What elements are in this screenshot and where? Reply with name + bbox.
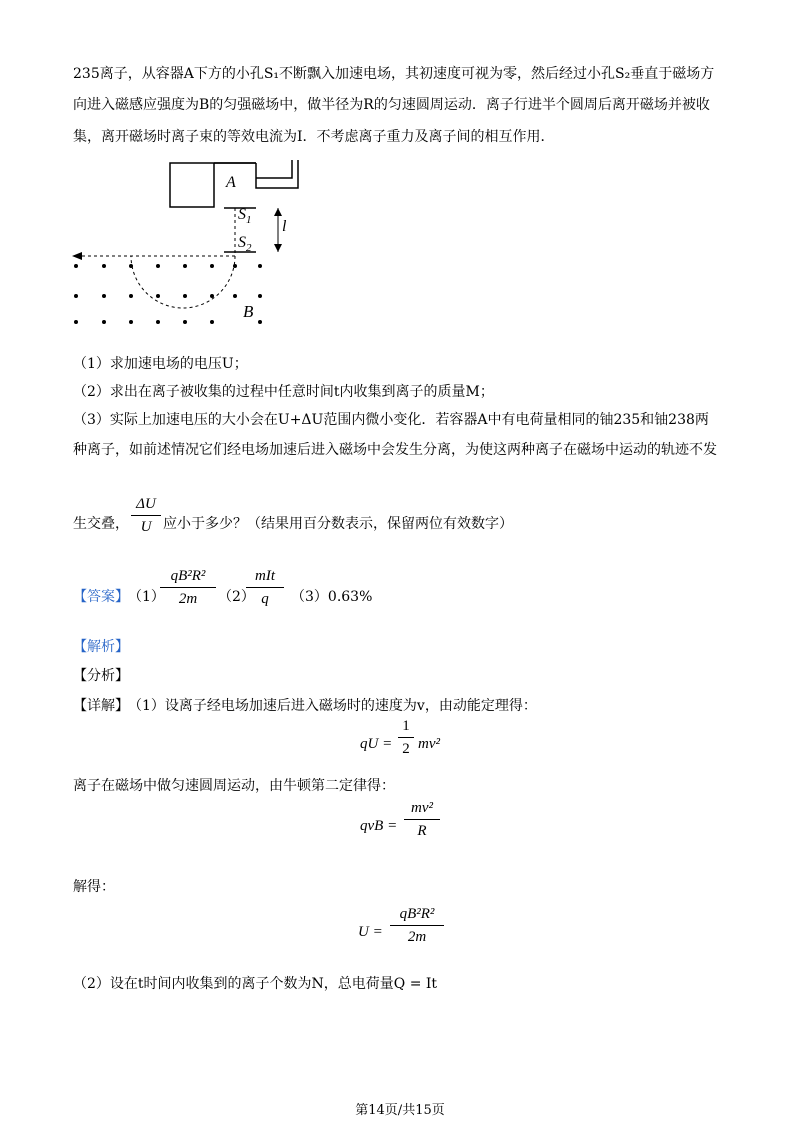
- answer-2-fraction: [246, 566, 284, 609]
- label-S1: [238, 206, 252, 226]
- eq1-denominator: 2: [402, 741, 410, 757]
- eq3-bar: [390, 925, 444, 926]
- question-1: （1）求加速电场的电压U；: [73, 356, 248, 372]
- eq3-numerator: qB²R²: [399, 906, 435, 922]
- equation-3-left: U =: [358, 924, 383, 940]
- question-2: （2）求出在离子被收集的过程中任意时间t内收集到离子的质量M；: [73, 384, 494, 400]
- eq2-bar: [404, 819, 440, 820]
- label-S1-letter: S: [238, 206, 246, 223]
- label-S2-letter: S: [238, 234, 246, 251]
- answer-1-denominator: 2m: [178, 591, 198, 607]
- fraction-bar: [131, 515, 161, 516]
- answer-1-bar: [160, 587, 216, 588]
- equation-1-fraction: [398, 716, 414, 759]
- jiede-label: 解得：: [73, 879, 115, 895]
- label-l: l: [282, 218, 287, 235]
- label-A: A: [226, 174, 236, 191]
- detail-tag: 【详解】: [73, 698, 129, 714]
- answer-2-numerator: mIt: [255, 568, 275, 584]
- eq1-numerator: 1: [402, 718, 410, 734]
- equation-1-left: qU =: [360, 736, 393, 752]
- answer-part-3: （3）0.63%: [291, 589, 373, 605]
- question-3-fraction: [131, 494, 161, 537]
- mass-spectrometer-figure: [60, 150, 320, 340]
- answer-1-fraction: [160, 566, 216, 609]
- label-B: B: [243, 302, 254, 321]
- answer-2-bar: [246, 587, 284, 588]
- equation-2-left: qvB =: [360, 818, 398, 834]
- answer-2-denominator: q: [261, 591, 269, 607]
- eq2-denominator: R: [417, 823, 427, 839]
- equation-1-right: mv²: [418, 736, 440, 752]
- question-3-line-3-prefix: 生交叠，: [73, 516, 129, 532]
- equation-3-fraction: [390, 904, 444, 947]
- fraction-denominator: U: [140, 519, 152, 535]
- detail-line-3: （2）设在t时间内收集到的离子个数为N，总电荷量Q = It: [73, 976, 438, 992]
- answer-tag: 【答案】: [73, 589, 129, 605]
- question-3-line-1: （3）实际上加速电压的大小会在U+ΔU范围内微小变化．若容器A中有电荷量相同的铀235和铀238两: [73, 412, 709, 428]
- intro-line-1: 235离子，从容器A下方的小孔S₁不断飘入加速电场，其初速度可视为零，然后经过小孔S₂垂直于磁场方: [73, 66, 715, 82]
- answer-part-2-label: （2）: [218, 589, 255, 605]
- detail-line-1: （1）设离子经电场加速后进入磁场时的速度为v，由动能定理得：: [128, 698, 537, 714]
- eq3-denominator: 2m: [407, 929, 427, 945]
- intro-line-2: 向进入磁感应强度为B的匀强磁场中，做半径为R的匀速圆周运动．离子行进半个圆周后离开磁场并被收: [73, 97, 710, 113]
- question-3-line-2: 种离子，如前述情况它们经电场加速后进入磁场中会发生分离，为使这两种离子在磁场中运动的轨迹不发: [73, 442, 717, 458]
- jiexi-tag: 【解析】: [73, 639, 129, 655]
- eq1-bar: [398, 737, 414, 738]
- label-S1-sub: 1: [246, 214, 252, 227]
- detail-line-2: 离子在磁场中做匀速圆周运动，由牛顿第二定律得：: [73, 778, 395, 794]
- answer-1-numerator: qB²R²: [170, 568, 206, 584]
- intro-line-3: 集，离开磁场时离子束的等效电流为I．不考虑离子重力及离子间的相互作用．: [73, 129, 555, 145]
- eq2-numerator: mv²: [411, 800, 433, 816]
- label-S2: [238, 234, 252, 254]
- answer-part-1-label: （1）: [128, 589, 165, 605]
- figure-drawing: [60, 150, 320, 340]
- equation-2-fraction: [404, 798, 440, 841]
- fraction-numerator: ΔU: [136, 496, 156, 512]
- fenxi-tag: 【分析】: [73, 668, 129, 684]
- page-number: 第14页/共15页: [355, 1103, 445, 1118]
- question-3-line-3-suffix: 应小于多少？（结果用百分数表示，保留两位有效数字）: [163, 516, 513, 532]
- label-S2-sub: 2: [246, 242, 252, 255]
